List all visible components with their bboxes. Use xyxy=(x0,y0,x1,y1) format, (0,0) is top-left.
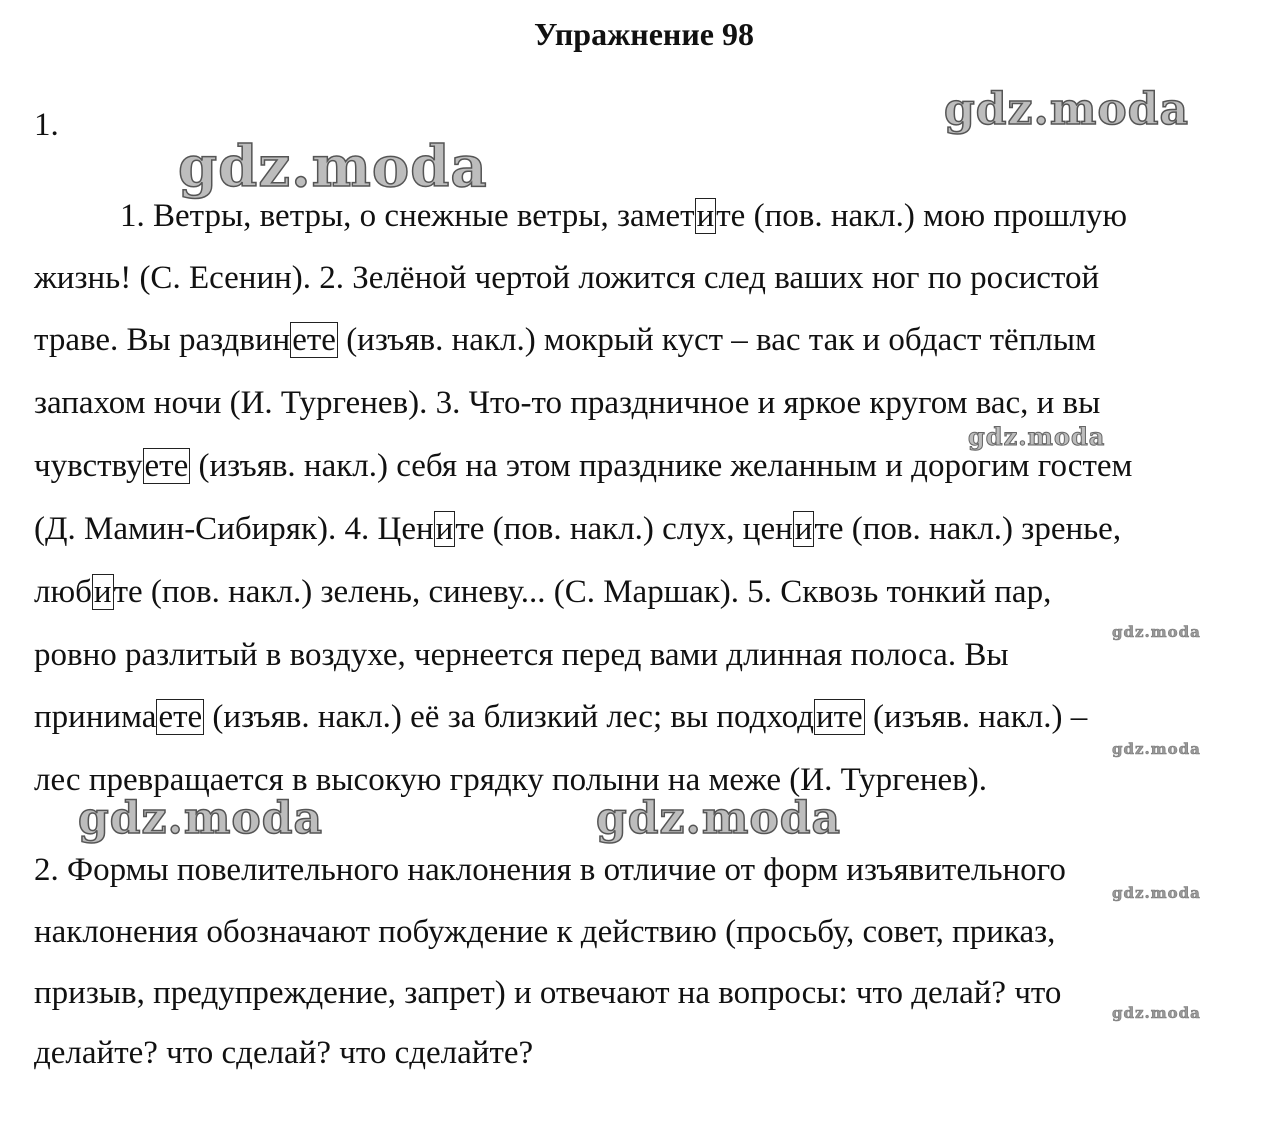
text-line-8: ровно разлитый в воздухе, чернеется перед вами длинная полоса. Вы xyxy=(34,637,1009,673)
ending-box: и xyxy=(794,511,813,547)
watermark: gdz.moda xyxy=(78,793,324,844)
watermark: gdz.moda xyxy=(1112,623,1201,641)
text-line-7: любите (пов. накл.) зелень, синеву... (С. Маршак). 5. Сквозь тонкий пар, xyxy=(34,574,1052,610)
watermark: gdz.moda xyxy=(178,134,488,200)
ending-box: и xyxy=(696,198,715,234)
text-line-3: траве. Вы раздвинете (изъяв. накл.) мокрый куст – вас так и обдаст тёплым xyxy=(34,322,1096,358)
text-line-4: запахом ночи (И. Тургенев). 3. Что-то праздничное и яркое кругом вас, и вы xyxy=(34,385,1101,421)
ending-box: и xyxy=(93,574,112,610)
page-title: Упражнение 98 xyxy=(533,16,754,52)
watermark: gdz.moda xyxy=(596,793,842,844)
text-line-9: принимаете (изъяв. накл.) её за близкий лес; вы подходите (изъяв. накл.) – xyxy=(34,699,1088,735)
watermark: gdz.moda xyxy=(944,84,1190,135)
text-line-6: (Д. Мамин-Сибиряк). 4. Цените (пов. накл.) слух, цените (пов. накл.) зренье, xyxy=(34,511,1122,547)
ending-box: и xyxy=(435,511,454,547)
section-2-line-4: делайте? что сделай? что сделайте? xyxy=(34,1035,534,1071)
ending-box: ете xyxy=(144,448,189,484)
ending-box: ете xyxy=(292,322,336,358)
watermark: gdz.moda xyxy=(968,422,1106,451)
section-2-line-2: наклонения обозначают побуждение к действию (просьбу, совет, приказ, xyxy=(34,914,1056,950)
text-line-2: жизнь! (С. Есенин). 2. Зелёной чертой ложится след ваших ног по росистой xyxy=(34,260,1100,296)
text-line-1: 1. Ветры, ветры, о снежные ветры, заметите (пов. накл.) мою прошлую xyxy=(120,198,1128,234)
section-2-line-1: 2. Формы повелительного наклонения в отличие от форм изъявительного xyxy=(34,852,1066,888)
ending-box: ете xyxy=(158,699,203,735)
watermark: gdz.moda xyxy=(1112,884,1201,902)
section-1-number: 1. xyxy=(34,107,59,143)
text-line-5: чувствуете (изъяв. накл.) себя на этом празднике желанным и дорогим гостем xyxy=(34,448,1133,484)
text-line-10: лес превращается в высокую грядку полыни на меже (И. Тургенев). xyxy=(34,762,987,798)
watermark: gdz.moda xyxy=(1112,740,1201,758)
watermark: gdz.moda xyxy=(1112,1004,1201,1022)
section-2-line-3: призыв, предупреждение, запрет) и отвечают на вопросы: что делай? что xyxy=(34,975,1062,1011)
ending-box: ите xyxy=(815,699,863,735)
